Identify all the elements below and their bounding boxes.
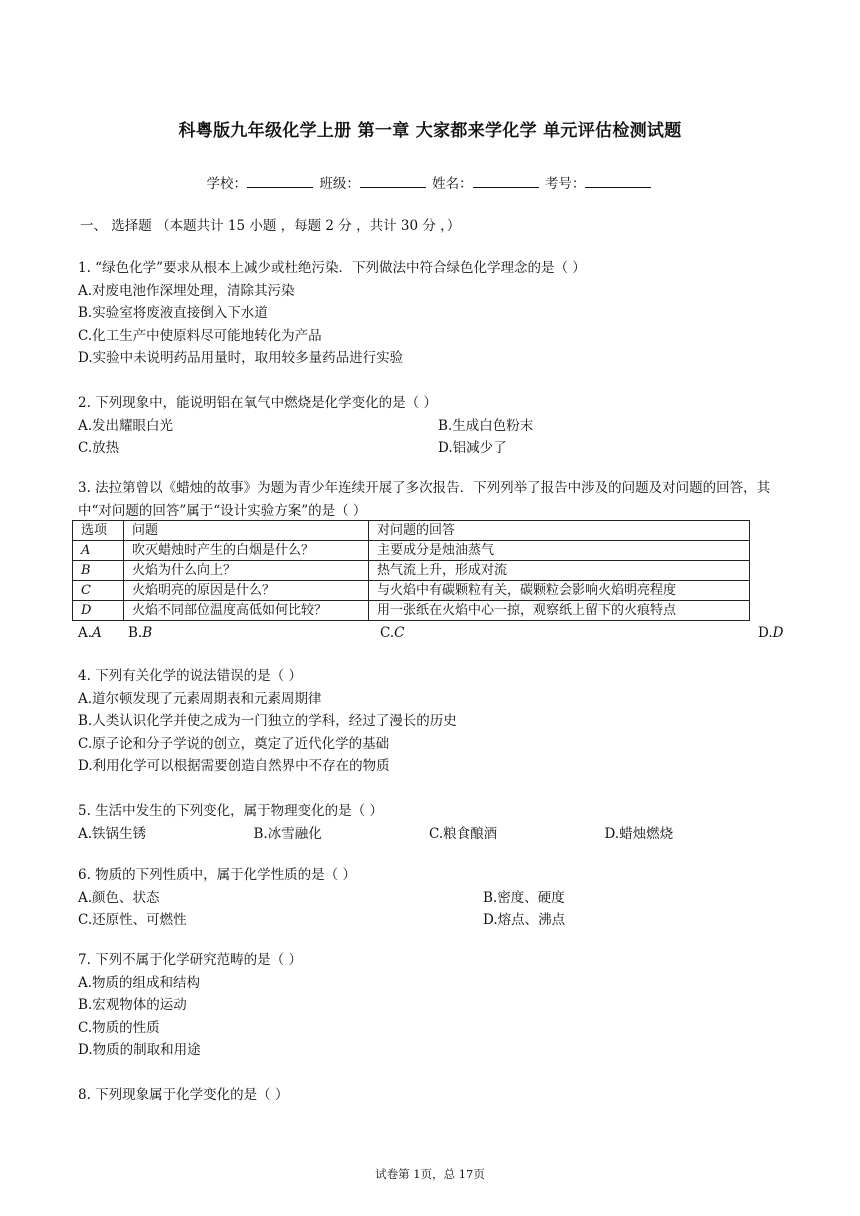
option-c: C.还原性、可燃性 [78,912,187,928]
question-4 [78,665,780,778]
option-a: A.A [78,625,102,641]
school-label: 学校： [206,176,248,192]
option-c: C.放热 [78,440,120,456]
page-footer: 试卷第 1页，总 17页 [375,1167,485,1181]
page-title: 科粤版九年级化学上册 第一章 大家都来学化学 单元评估检测试题 [178,121,682,141]
option-row [78,437,780,460]
question-5 [78,800,780,845]
table-header: 问题 [124,521,369,541]
option-c: C.粮食酿酒 [429,825,498,842]
option-d: D.铝减少了 [438,440,507,456]
table-cell: A [73,541,124,561]
question-stem: 1. “绿色化学”要求从根本上减少或杜绝污染．下列做法中符合绿色化学理念的是（ ） [78,260,586,276]
q3-options [78,623,784,643]
question-2 [78,392,780,460]
option-a: A.颜色、状态 [78,889,160,906]
question-7 [78,949,780,1062]
option-c: C.C [380,625,405,641]
table-cell: 吹灭蜡烛时产生的白烟是什么？ [124,541,369,561]
option-b: B.宏观物体的运动 [78,997,187,1013]
question-stem: 8. 下列现象属于化学变化的是（ ） [78,1087,289,1103]
exam-number-blank [585,175,651,188]
option-d: D.物质的制取和用途 [78,1042,201,1058]
option-a: A.物质的组成和结构 [78,974,201,991]
option-b: B.B [128,625,153,641]
table-cell: 火焰明亮的原因是什么？ [124,581,369,601]
question-stem: 4. 下列有关化学的说法错误的是（ ） [78,668,302,684]
table-cell: 主要成分是烛油蒸气 [369,541,750,561]
table-cell: 用一张纸在火焰中心一掠，观察纸上留下的火痕特点 [369,601,750,621]
class-blank [360,175,426,188]
option-c: C.化工生产中使原料尽可能地转化为产品 [78,327,322,344]
table-cell: C [73,581,124,601]
name-label: 姓名： [432,176,473,192]
table-header: 对问题的回答 [369,521,750,541]
student-info-line [0,172,860,192]
option-b: B.密度、硬度 [483,889,565,906]
table-row [73,581,750,601]
table-cell: 火焰为什么向上？ [124,561,369,581]
option-c: C.物质的性质 [78,1019,160,1036]
question-3 [78,477,780,522]
option-c: C.原子论和分子学说的创立，奠定了近代化学的基础 [78,735,390,752]
option-d: D.利用化学可以根据需要创造自然界中不存在的物质 [78,758,390,774]
option-b: B.实验室将废液直接倒入下水道 [78,305,268,321]
question-stem: 5. 生活中发生的下列变化，属于物理变化的是（ ） [78,803,383,819]
table-cell: 火焰不同部位温度高低如何比较？ [124,601,369,621]
name-blank [473,175,539,188]
school-blank [247,175,313,188]
option-row [78,415,780,438]
option-a: A.对废电池作深埋处理，清除其污染 [78,282,295,299]
option-row [78,909,780,932]
table-row [73,541,750,561]
option-d: D.D [758,625,784,641]
question-stem: 3. 法拉第曾以《蜡烛的故事》为题为青少年连续开展了多次报告．下列列举了报告中涉及的问题及对问题的回答，其中“对问题的回答”属于“设计实验方案”的是（ ） [78,480,771,519]
question-stem: 2. 下列现象中，能说明铝在氧气中燃烧是化学变化的是（ ） [78,395,437,411]
option-row [78,887,780,910]
question-8 [78,1084,780,1107]
option-a: A.道尔顿发现了元素周期表和元素周期律 [78,690,322,707]
table-row [73,561,750,581]
table-row [73,601,750,621]
table-cell: 与火焰中有碳颗粒有关，碳颗粒会影响火焰明亮程度 [369,581,750,601]
table-cell: 热气流上升，形成对流 [369,561,750,581]
question-stem: 6. 物质的下列性质中，属于化学性质的是（ ） [78,867,356,883]
option-row [78,823,780,846]
option-d: D.熔点、沸点 [483,912,566,928]
question-stem: 7. 下列不属于化学研究范畴的是（ ） [78,952,302,968]
q3-table [72,520,750,621]
table-header-row [73,521,750,541]
option-b: B.人类认识化学并使之成为一门独立的学科，经过了漫长的历史 [78,713,457,729]
section-heading: 一、 选择题 （本题共计 15 小题 ，每题 2 分 ，共计 30 分 ，） [80,218,461,234]
table-cell: B [73,561,124,581]
table-header: 选项 [73,521,124,541]
option-b: B.冰雪融化 [253,825,322,842]
table-cell: D [73,601,124,621]
question-6 [78,864,780,932]
option-a: A.铁锅生锈 [78,825,147,842]
question-1 [78,257,780,370]
option-b: B.生成白色粉末 [438,417,534,434]
exam-number-label: 考号： [544,176,586,192]
option-d: D.蜡烛燃烧 [604,825,674,842]
class-label: 班级： [319,176,360,192]
option-a: A.发出耀眼白光 [78,417,174,434]
option-d: D.实验中未说明药品用量时，取用较多量药品进行实验 [78,350,404,366]
